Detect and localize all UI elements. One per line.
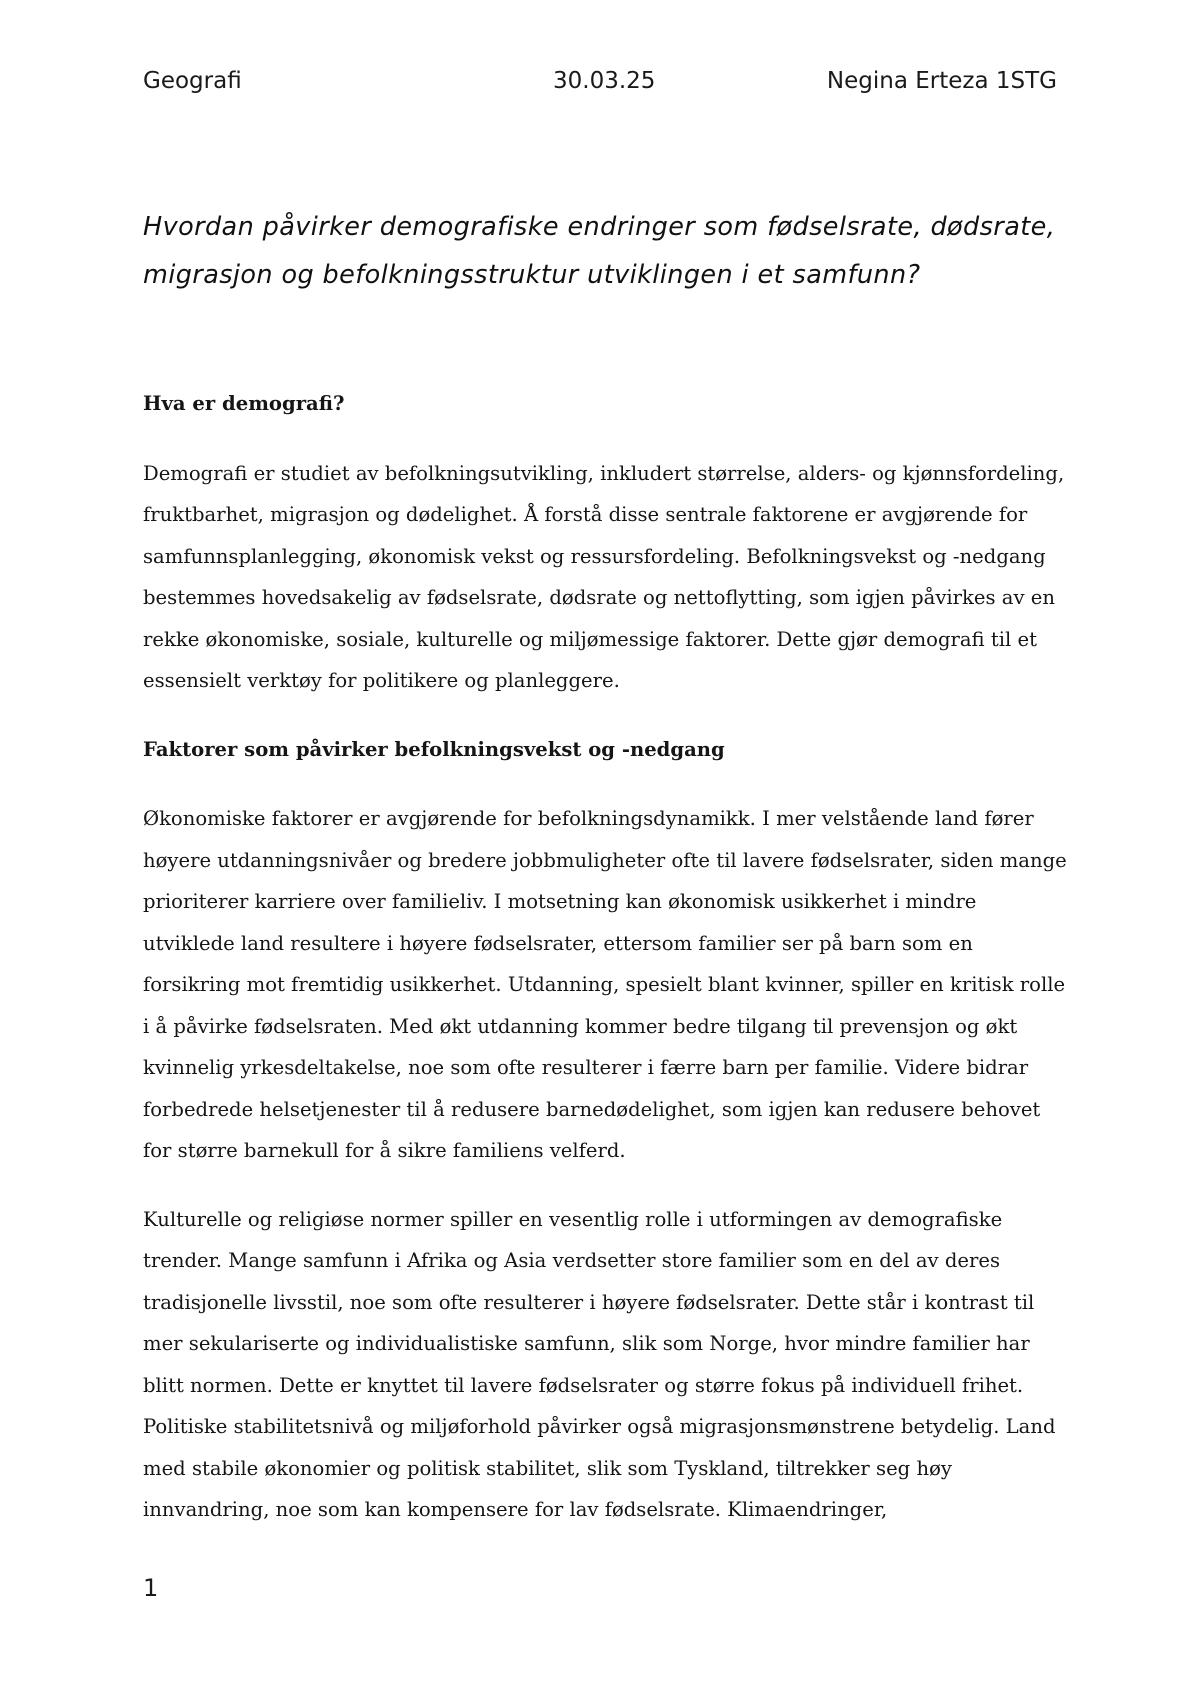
- document-body: [143, 383, 1068, 1558]
- header-date: 30.03.25: [553, 68, 656, 94]
- header-author: Negina Erteza 1STG: [826, 68, 1057, 94]
- page-header: [143, 68, 1057, 104]
- paragraph: Demografi er studiet av befolkningsutvikling, inkludert størrelse, alders- og kjønnsfordeling, fruktbarhet, migrasjon og dødelighet. Å forstå disse sentrale faktorene er avgjørende for samfunnsplanlegging, økonomisk vekst og ressursfordeling. Befolkningsvekst og -nedgang bestemmes hovedsakelig av fødselsrate, dødsrate og nettoflytting, som igjen påvirkes av en rekke økonomiske, sosiale, kulturelle og miljømessige faktorer. Dette gjør demografi til et essensielt verktøy for politikere og planleggere.: [143, 461, 1065, 692]
- paragraph: Kulturelle og religiøse normer spiller en vesentlig rolle i utformingen av demografiske trender. Mange samfunn i Afrika og Asia verdsetter store familier som en del av deres tradisjonelle livsstil, noe som ofte resulterer i høyere fødselsrater. Dette står i kontrast til mer sekulariserte og individualistiske samfunn, slik som Norge, hvor mindre familier har blitt normen. Dette er knyttet til lavere fødselsrater og større fokus på individuell frihet. Politiske stabilitetsnivå og miljøforhold påvirker også migrasjonsmønstrene betydelig. Land med stabile økonomier og politisk stabilitet, slik som Tyskland, tiltrekker seg høy innvandring, noe som kan kompensere for lav fødselsrate. Klimaendringer,: [143, 1207, 1056, 1521]
- page-number: 1: [143, 1574, 159, 1602]
- paragraph: Økonomiske faktorer er avgjørende for befolkningsdynamikk. I mer velstående land fører høyere utdanningsnivåer og bredere jobbmuligheter ofte til lavere fødselsrater, siden mange prioriterer karriere over familieliv. I motsetning kan økonomisk usikkerhet i mindre utviklede land resultere i høyere fødselsrater, ettersom familier ser på barn som en forsikring mot fremtidig usikkerhet. Utdanning, spesielt blant kvinner, spiller en kritisk rolle i å påvirke fødselsraten. Med økt utdanning kommer bedre tilgang til prevensjon og økt kvinnelig yrkesdeltakelse, noe som ofte resulterer i færre barn per familie. Videre bidrar forbedrede helsetjenester til å redusere barnedødelighet, som igjen kan redusere behovet for større barnekull for å sikre familiens velferd.: [143, 807, 1067, 1162]
- section-heading: Hva er demografi?: [143, 392, 345, 415]
- section-heading: Faktorer som påvirker befolkningsvekst og -nedgang: [143, 737, 725, 761]
- document-title: Hvordan påvirker demografiske endringer som fødselsrate, dødsrate, migrasjon og befolkningsstruktur utviklingen i et samfunn?: [143, 212, 1056, 290]
- header-subject: Geografi: [143, 68, 242, 94]
